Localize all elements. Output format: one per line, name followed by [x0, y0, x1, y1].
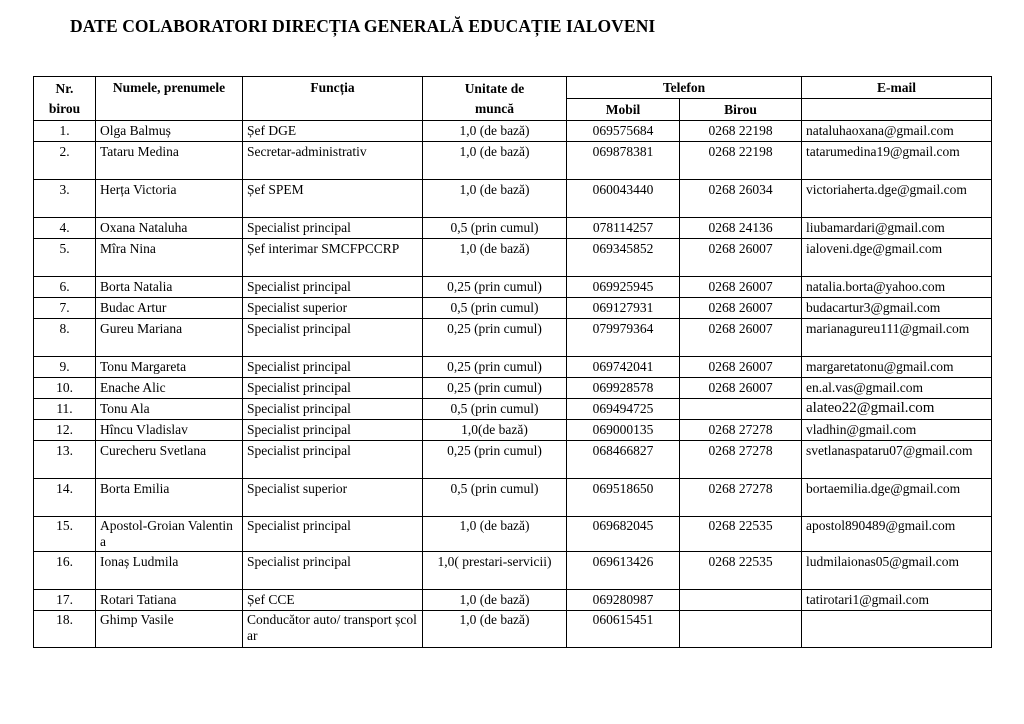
- cell-role: Specialist principal: [243, 378, 423, 399]
- table-row: [34, 420, 992, 441]
- cell-unit: 0,25 (prin cumul): [423, 277, 567, 298]
- table-body: [34, 121, 992, 648]
- cell-name: Olga Balmuș: [96, 121, 243, 142]
- cell-email: ialoveni.dge@gmail.com: [802, 239, 992, 277]
- header-phone: Telefon: [567, 77, 802, 99]
- cell-role: Specialist principal: [243, 218, 423, 239]
- cell-nr: 18.: [34, 611, 96, 648]
- header-office: Birou: [680, 99, 802, 121]
- cell-nr: 5.: [34, 239, 96, 277]
- cell-unit: 1,0 (de bază): [423, 239, 567, 277]
- staff-table: [33, 76, 992, 648]
- cell-unit: 0,25 (prin cumul): [423, 378, 567, 399]
- cell-unit: 0,25 (prin cumul): [423, 441, 567, 479]
- table-row: [34, 319, 992, 357]
- cell-name: Budac Artur: [96, 298, 243, 319]
- cell-nr: 13.: [34, 441, 96, 479]
- cell-nr: 8.: [34, 319, 96, 357]
- cell-mobile: 060043440: [567, 180, 680, 218]
- cell-office: 0268 26007: [680, 239, 802, 277]
- cell-email: tatirotari1@gmail.com: [802, 590, 992, 611]
- cell-nr: 14.: [34, 479, 96, 517]
- table-row: [34, 239, 992, 277]
- cell-role: Specialist superior: [243, 479, 423, 517]
- cell-unit: 1,0 (de bază): [423, 121, 567, 142]
- cell-unit: 1,0( prestari-servicii): [423, 552, 567, 590]
- table-row: [34, 590, 992, 611]
- cell-role: Specialist principal: [243, 357, 423, 378]
- cell-unit: 0,25 (prin cumul): [423, 319, 567, 357]
- header-role: Funcția: [243, 77, 423, 121]
- cell-unit: 1,0 (de bază): [423, 180, 567, 218]
- table-row: [34, 479, 992, 517]
- cell-email: vladhin@gmail.com: [802, 420, 992, 441]
- table-row: [34, 517, 992, 552]
- cell-office: [680, 590, 802, 611]
- cell-mobile: 069000135: [567, 420, 680, 441]
- cell-unit: 0,5 (prin cumul): [423, 399, 567, 420]
- cell-nr: 9.: [34, 357, 96, 378]
- cell-mobile: 060615451: [567, 611, 680, 648]
- cell-role: Secretar-administrativ: [243, 142, 423, 180]
- cell-office: 0268 26007: [680, 298, 802, 319]
- cell-role: Specialist principal: [243, 277, 423, 298]
- cell-email: tatarumedina19@gmail.com: [802, 142, 992, 180]
- cell-email: margaretatonu@gmail.com: [802, 357, 992, 378]
- table-row: [34, 552, 992, 590]
- cell-role: Specialist principal: [243, 517, 423, 552]
- cell-office: 0268 26007: [680, 378, 802, 399]
- cell-mobile: 069925945: [567, 277, 680, 298]
- cell-nr: 11.: [34, 399, 96, 420]
- cell-unit: 1,0 (de bază): [423, 590, 567, 611]
- header-nr: Nr. birou: [34, 77, 96, 121]
- cell-email: victoriaherta.dge@gmail.com: [802, 180, 992, 218]
- cell-nr: 7.: [34, 298, 96, 319]
- cell-name: Rotari Tatiana: [96, 590, 243, 611]
- header-email-blank: [802, 99, 992, 121]
- cell-nr: 6.: [34, 277, 96, 298]
- cell-unit: 1,0 (de bază): [423, 142, 567, 180]
- cell-email: en.al.vas@gmail.com: [802, 378, 992, 399]
- cell-name: Mîra Nina: [96, 239, 243, 277]
- cell-email: bortaemilia.dge@gmail.com: [802, 479, 992, 517]
- cell-role: Specialist principal: [243, 420, 423, 441]
- header-email: E-mail: [802, 77, 992, 99]
- cell-role: Conducător auto/ transport școlar: [243, 611, 423, 648]
- cell-role: Șef DGE: [243, 121, 423, 142]
- cell-email: apostol890489@gmail.com: [802, 517, 992, 552]
- cell-nr: 10.: [34, 378, 96, 399]
- cell-nr: 15.: [34, 517, 96, 552]
- table-row: [34, 399, 992, 420]
- cell-mobile: 069494725: [567, 399, 680, 420]
- cell-mobile: 078114257: [567, 218, 680, 239]
- cell-mobile: 069575684: [567, 121, 680, 142]
- cell-office: 0268 24136: [680, 218, 802, 239]
- cell-name: Tonu Ala: [96, 399, 243, 420]
- cell-nr: 16.: [34, 552, 96, 590]
- cell-unit: 1,0(de bază): [423, 420, 567, 441]
- cell-office: 0268 27278: [680, 420, 802, 441]
- cell-nr: 3.: [34, 180, 96, 218]
- cell-mobile: 069345852: [567, 239, 680, 277]
- cell-email: nataluhaoxana@gmail.com: [802, 121, 992, 142]
- cell-mobile: 069878381: [567, 142, 680, 180]
- cell-role: Specialist principal: [243, 552, 423, 590]
- cell-office: 0268 27278: [680, 441, 802, 479]
- cell-nr: 2.: [34, 142, 96, 180]
- cell-office: 0268 26007: [680, 277, 802, 298]
- cell-office: [680, 399, 802, 420]
- cell-mobile: 069742041: [567, 357, 680, 378]
- cell-role: Specialist principal: [243, 441, 423, 479]
- cell-office: 0268 26034: [680, 180, 802, 218]
- table-row: [34, 277, 992, 298]
- cell-email: alateo22@gmail.com: [802, 399, 992, 420]
- cell-office: 0268 22198: [680, 121, 802, 142]
- cell-email: budacartur3@gmail.com: [802, 298, 992, 319]
- cell-unit: 0,25 (prin cumul): [423, 357, 567, 378]
- cell-mobile: 069682045: [567, 517, 680, 552]
- cell-role: Specialist principal: [243, 399, 423, 420]
- cell-name: Ghimp Vasile: [96, 611, 243, 648]
- table-row: [34, 218, 992, 239]
- cell-name: Borta Emilia: [96, 479, 243, 517]
- table-row: [34, 180, 992, 218]
- cell-role: Specialist principal: [243, 319, 423, 357]
- header-row: [34, 77, 992, 99]
- cell-name: Borta Natalia: [96, 277, 243, 298]
- table-row: [34, 121, 992, 142]
- cell-role: Șef SPEM: [243, 180, 423, 218]
- cell-mobile: 069928578: [567, 378, 680, 399]
- cell-name: Enache Alic: [96, 378, 243, 399]
- cell-email: natalia.borta@yahoo.com: [802, 277, 992, 298]
- cell-name: Apostol-Groian Valentina: [96, 517, 243, 552]
- table-row: [34, 378, 992, 399]
- cell-office: 0268 22535: [680, 552, 802, 590]
- cell-nr: 12.: [34, 420, 96, 441]
- header-unit: Unitate de muncă: [423, 77, 567, 121]
- cell-name: Gureu Mariana: [96, 319, 243, 357]
- cell-nr: 4.: [34, 218, 96, 239]
- cell-office: 0268 22535: [680, 517, 802, 552]
- table-row: [34, 298, 992, 319]
- cell-email: marianagureu111@gmail.com: [802, 319, 992, 357]
- cell-name: Tonu Margareta: [96, 357, 243, 378]
- cell-mobile: 069613426: [567, 552, 680, 590]
- cell-role: Șef CCE: [243, 590, 423, 611]
- cell-office: 0268 26007: [680, 319, 802, 357]
- cell-unit: 0,5 (prin cumul): [423, 218, 567, 239]
- cell-name: Hîncu Vladislav: [96, 420, 243, 441]
- cell-name: Curecheru Svetlana: [96, 441, 243, 479]
- cell-name: Herța Victoria: [96, 180, 243, 218]
- table-row: [34, 357, 992, 378]
- table-row: [34, 142, 992, 180]
- header-name: Numele, prenumele: [96, 77, 243, 121]
- cell-email: [802, 611, 992, 648]
- cell-nr: 1.: [34, 121, 96, 142]
- cell-name: Oxana Nataluha: [96, 218, 243, 239]
- cell-mobile: 069127931: [567, 298, 680, 319]
- cell-email: ludmilaionas05@gmail.com: [802, 552, 992, 590]
- table-row: [34, 441, 992, 479]
- header-mobile: Mobil: [567, 99, 680, 121]
- cell-email: svetlanaspataru07@gmail.com: [802, 441, 992, 479]
- cell-mobile: 069518650: [567, 479, 680, 517]
- cell-office: 0268 26007: [680, 357, 802, 378]
- cell-name: Ionaș Ludmila: [96, 552, 243, 590]
- cell-role: Șef interimar SMCFPCCRP: [243, 239, 423, 277]
- cell-mobile: 069280987: [567, 590, 680, 611]
- page-title: DATE COLABORATORI DIRECȚIA GENERALĂ EDUCAȚIE IALOVENI: [70, 16, 656, 36]
- cell-office: [680, 611, 802, 648]
- cell-unit: 0,5 (prin cumul): [423, 479, 567, 517]
- cell-nr: 17.: [34, 590, 96, 611]
- cell-unit: 0,5 (prin cumul): [423, 298, 567, 319]
- cell-unit: 1,0 (de bază): [423, 611, 567, 648]
- cell-email: liubamardari@gmail.com: [802, 218, 992, 239]
- table-row: [34, 611, 992, 648]
- cell-role: Specialist superior: [243, 298, 423, 319]
- cell-unit: 1,0 (de bază): [423, 517, 567, 552]
- cell-office: 0268 27278: [680, 479, 802, 517]
- cell-office: 0268 22198: [680, 142, 802, 180]
- cell-mobile: 079979364: [567, 319, 680, 357]
- cell-mobile: 068466827: [567, 441, 680, 479]
- cell-name: Tataru Medina: [96, 142, 243, 180]
